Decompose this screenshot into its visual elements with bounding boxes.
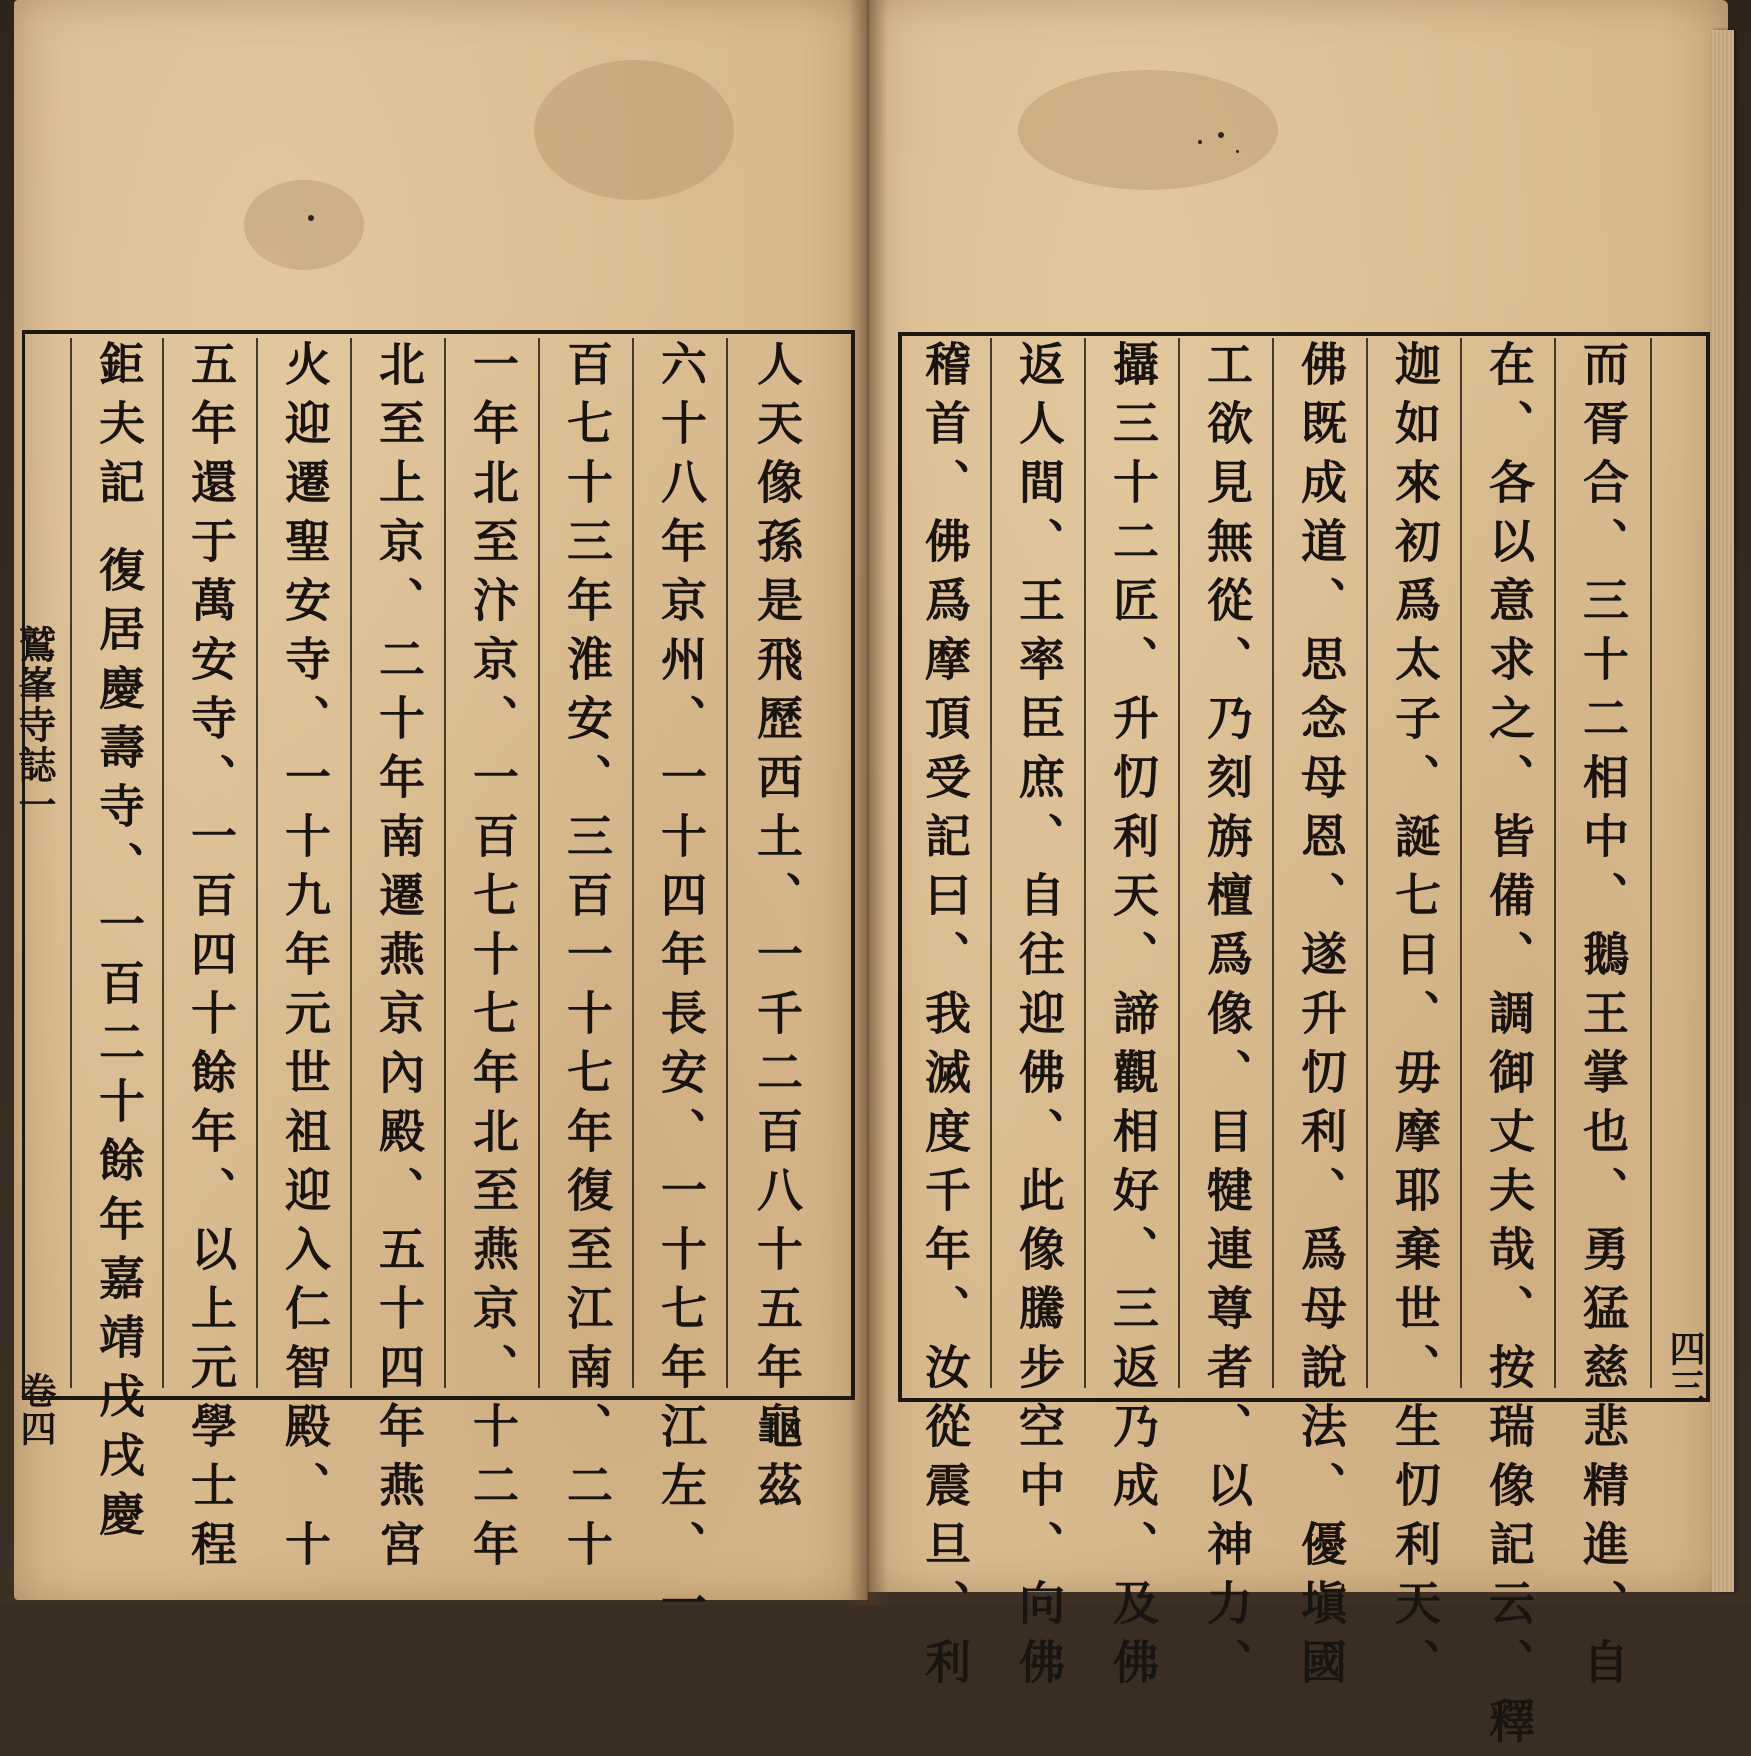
paper-stain <box>244 180 364 270</box>
column-text: 迦如來初爲太子、誕七日、毋摩耶棄世、生忉利天、 <box>1388 340 1442 1697</box>
column-rule <box>632 338 634 1388</box>
column-text: 火迎遷聖安寺、一十九年元世祖迎入仁智殿、十 <box>278 340 332 1579</box>
column-text: 稽首、佛爲摩頂受記曰、我滅度千年、汝從震旦、利 <box>918 340 972 1697</box>
margin-book-title: 鷲峯寺誌一 <box>12 625 57 825</box>
column-rule <box>1366 338 1368 1388</box>
column-rule <box>1272 338 1274 1388</box>
text-column <box>86 340 152 1550</box>
column-rule <box>256 338 258 1388</box>
ink-speck <box>308 215 314 221</box>
column-text: 人天像孫是飛歷西土、一千二百八十五年龜茲 <box>750 340 804 1520</box>
text-column <box>648 340 714 1638</box>
text-column <box>912 340 978 1697</box>
column-text: 一年北至汴京、一百七十七年北至燕京、十二年 <box>466 340 520 1579</box>
column-text: 在、各以意求之、皆備、調御丈夫哉、按瑞像記云、釋 <box>1482 340 1536 1756</box>
page-edges <box>1712 30 1734 1592</box>
text-column <box>1382 340 1448 1697</box>
column-text: 工欲見無從、乃刻旃檀爲像、目犍連尊者、以神力、 <box>1200 340 1254 1697</box>
column-rule <box>1554 338 1556 1388</box>
text-column <box>1006 340 1072 1697</box>
text-column <box>366 340 432 1579</box>
ink-speck <box>1218 132 1224 138</box>
text-column <box>1288 340 1354 1697</box>
column-rule <box>1178 338 1180 1388</box>
column-text: 鉅夫記 復居慶壽寺、一百二十餘年嘉靖戊戌慶 <box>92 340 146 1550</box>
column-text: 攝三十二匠、升忉利天、諦觀相好、三返乃成、及佛 <box>1106 340 1160 1697</box>
text-column <box>1570 340 1636 1697</box>
column-rule <box>444 338 446 1388</box>
column-text: 返人間、王率臣庶、自往迎佛、此像騰步空中、向佛 <box>1012 340 1066 1697</box>
column-rule <box>538 338 540 1388</box>
text-column <box>460 340 526 1579</box>
column-text: 百七十三年淮安、三百一十七年復至江南、二十 <box>560 340 614 1579</box>
column-text: 五年還于萬安寺、一百四十餘年、以上元學士程 <box>184 340 238 1579</box>
column-rule <box>70 338 72 1388</box>
column-rule <box>990 338 992 1388</box>
paper-stain <box>1018 70 1278 190</box>
column-text: 六十八年京州、一十四年長安、一十七年江左、一 <box>654 340 708 1638</box>
text-column <box>554 340 620 1579</box>
text-column <box>1476 340 1542 1756</box>
ink-speck <box>1198 140 1202 144</box>
text-column <box>1100 340 1166 1697</box>
column-text: 佛既成道、思念母恩、遂升忉利、爲母說法、優塡國 <box>1294 340 1348 1697</box>
paper-stain <box>534 60 734 200</box>
column-rule <box>1084 338 1086 1388</box>
column-rule <box>162 338 164 1388</box>
text-column <box>178 340 244 1579</box>
column-rule <box>1650 338 1652 1388</box>
column-rule <box>726 338 728 1388</box>
column-text: 北至上京、二十年南遷燕京內殿、五十四年燕宮 <box>372 340 426 1579</box>
column-rule <box>1460 338 1462 1388</box>
text-column <box>744 340 810 1520</box>
column-rule <box>350 338 352 1388</box>
page-number: 四三 <box>1664 1330 1706 1406</box>
column-text: 而胥合、三十二相中、鵝王掌也、勇猛慈悲精進、自 <box>1576 340 1630 1697</box>
text-column <box>272 340 338 1579</box>
ink-speck <box>1236 150 1239 153</box>
margin-volume-label: 卷四 <box>15 1372 57 1448</box>
text-column <box>1194 340 1260 1697</box>
